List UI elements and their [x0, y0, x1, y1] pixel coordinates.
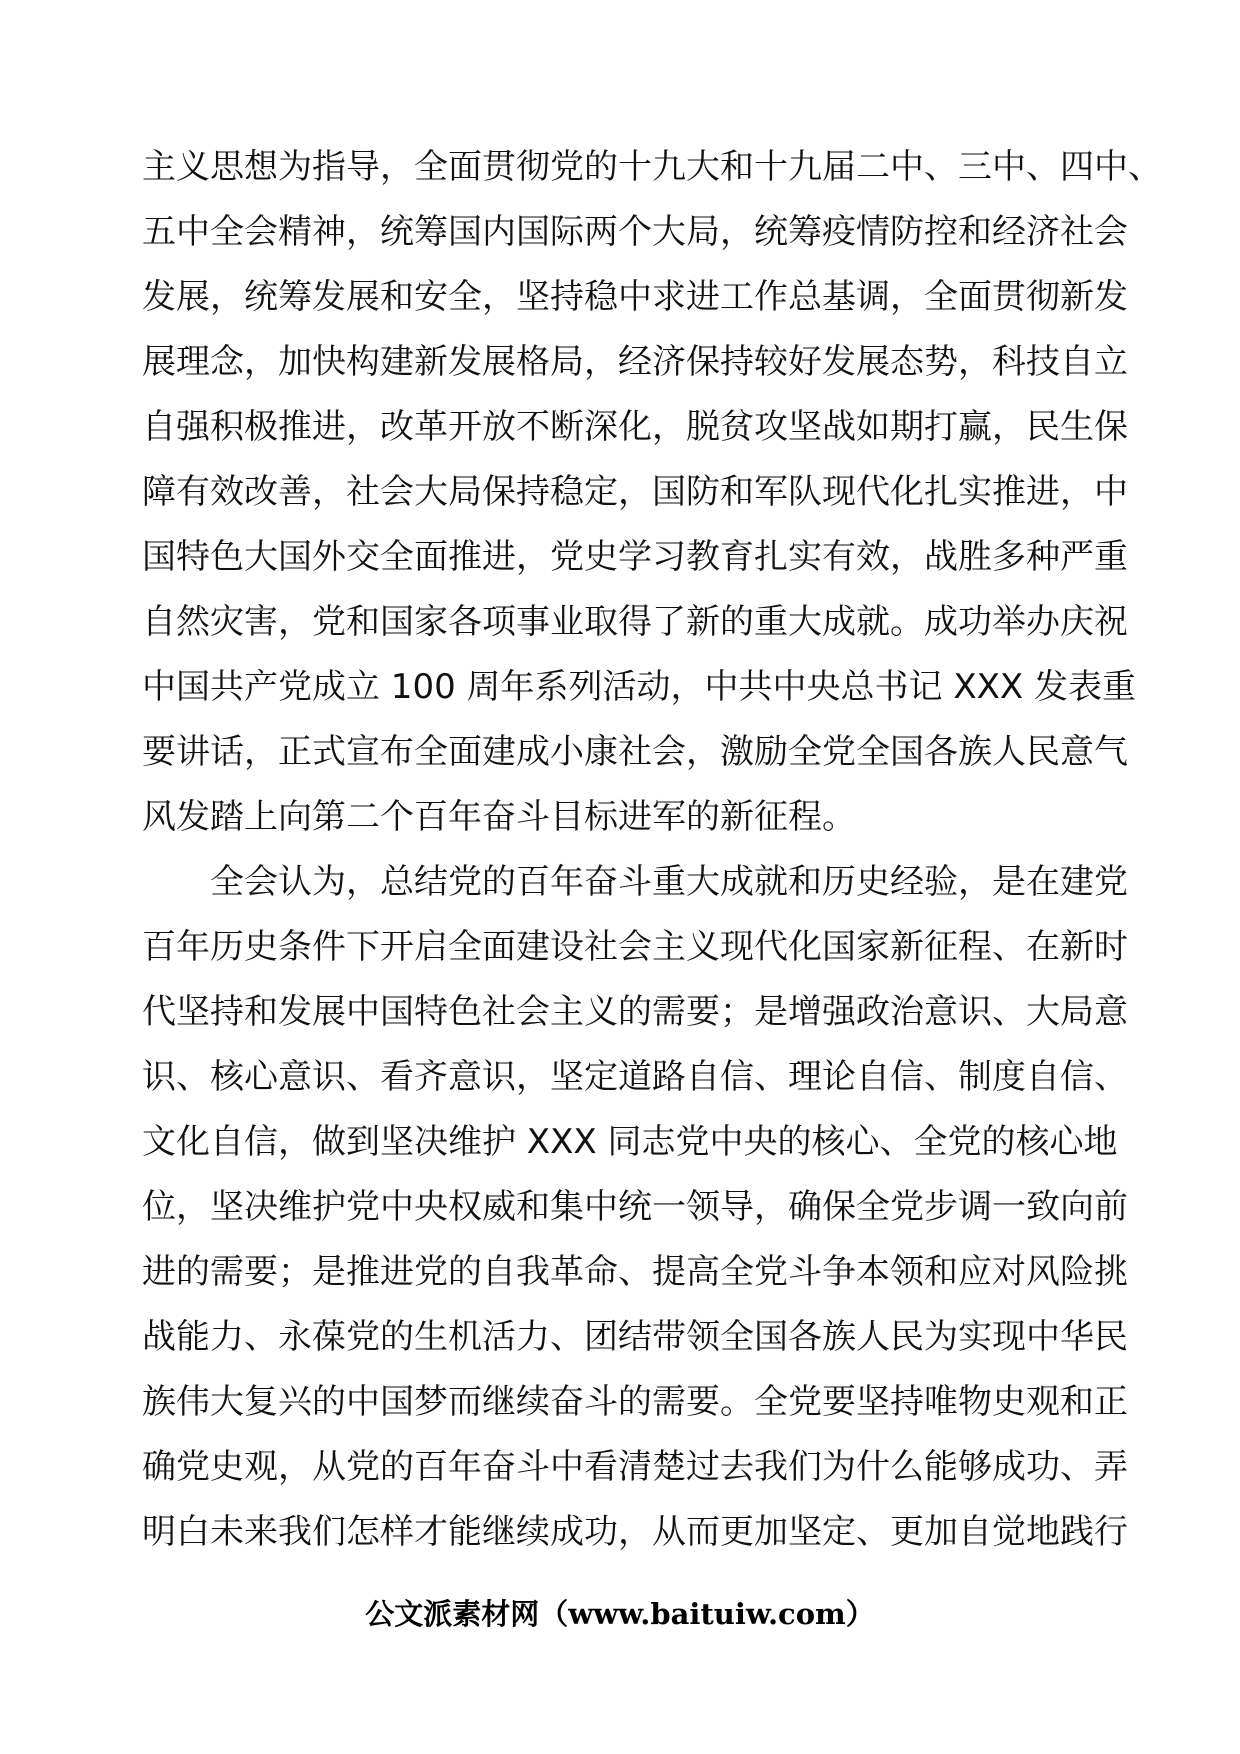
text-line: 文化自信，做到坚决维护 XXX 同志党中央的核心、全党的核心地	[142, 1122, 1118, 1162]
text-line: 战能力、永葆党的生机活力、团结带领全国各族人民为实现中华民	[142, 1317, 1128, 1357]
text-line: 进的需要；是推进党的自我革命、提高全党斗争本领和应对风险挑	[142, 1252, 1128, 1292]
text-line: 确党史观，从党的百年奋斗中看清楚过去我们为什么能够成功、弄	[142, 1447, 1128, 1487]
paragraph-1	[142, 135, 1162, 850]
text-line: 主义思想为指导，全面贯彻党的十九大和十九届二中、三中、四中、	[142, 147, 1162, 187]
text-line: 族伟大复兴的中国梦而继续奋斗的需要。全党要坚持唯物史观和正	[142, 1382, 1128, 1422]
text-line: 要讲话，正式宣布全面建成小康社会，激励全党全国各族人民意气	[142, 732, 1128, 772]
page-footer: 公文派素材网（www.baituiw.com）	[365, 1597, 875, 1631]
text-line: 发展，统筹发展和安全，坚持稳中求进工作总基调，全面贯彻新发	[142, 277, 1128, 317]
paragraph-2	[142, 850, 1128, 1565]
text-line: 国特色大国外交全面推进，党史学习教育扎实有效，战胜多种严重	[142, 537, 1128, 577]
text-line: 识、核心意识、看齐意识，坚定道路自信、理论自信、制度自信、	[142, 1057, 1128, 1097]
text-line: 中国共产党成立 100 周年系列活动，中共中央总书记 XXX 发表重	[142, 667, 1137, 707]
text-line: 自强积极推进，改革开放不断深化，脱贫攻坚战如期打赢，民生保	[142, 407, 1128, 447]
text-line: 风发踏上向第二个百年奋斗目标进军的新征程。	[142, 797, 856, 837]
text-line: 位，坚决维护党中央权威和集中统一领导，确保全党步调一致向前	[142, 1187, 1128, 1227]
document-body	[142, 135, 1162, 1565]
text-line: 代坚持和发展中国特色社会主义的需要；是增强政治意识、大局意	[142, 992, 1128, 1032]
text-line: 障有效改善，社会大局保持稳定，国防和军队现代化扎实推进，中	[142, 472, 1128, 512]
text-line: 全会认为，总结党的百年奋斗重大成就和历史经验，是在建党	[210, 862, 1128, 902]
text-line: 展理念，加快构建新发展格局，经济保持较好发展态势，科技自立	[142, 342, 1128, 382]
text-line: 百年历史条件下开启全面建设社会主义现代化国家新征程、在新时	[142, 927, 1128, 967]
text-line: 明白未来我们怎样才能继续成功，从而更加坚定、更加自觉地践行	[142, 1512, 1128, 1552]
text-line: 五中全会精神，统筹国内国际两个大局，统筹疫情防控和经济社会	[142, 212, 1128, 252]
text-line: 自然灾害，党和国家各项事业取得了新的重大成就。成功举办庆祝	[142, 602, 1128, 642]
